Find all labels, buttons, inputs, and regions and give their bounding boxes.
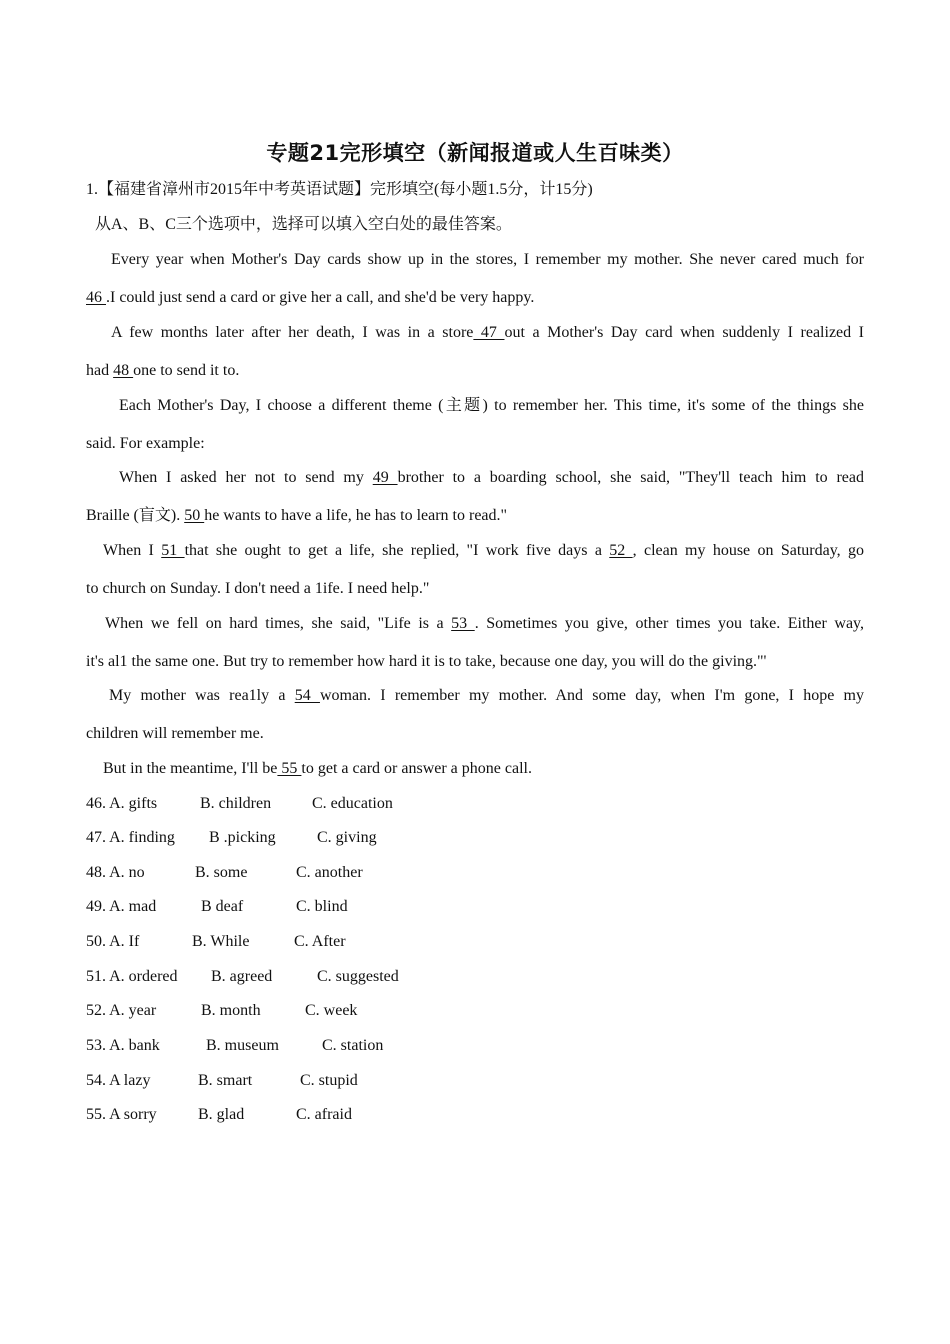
option-b[interactable]: B. month — [201, 1002, 261, 1019]
passage-text: that she ought to get a life, she replied, "I work five days a — [184, 542, 610, 559]
option-b[interactable]: B. glad — [198, 1106, 245, 1123]
option-c[interactable]: C. afraid — [296, 1106, 352, 1123]
passage-line — [86, 361, 864, 381]
passage-text: brother to a boarding school, she said, "They'll teach him to read — [397, 469, 865, 486]
page-title: 专题21完形填空（新闻报道或人生百味类） — [266, 141, 684, 165]
option-c[interactable]: C. another — [296, 864, 363, 881]
passage-line — [86, 288, 864, 308]
option-a[interactable]: 53. A. bank — [86, 1037, 160, 1054]
passage-text: When I asked her not to send my — [119, 469, 373, 486]
passage-text: out a Mother's Day card when suddenly I realized I — [504, 324, 865, 341]
option-a[interactable]: 48. A. no — [86, 864, 145, 881]
passage-line: Every year when Mother's Day cards show up in the stores, I remember my mother. She never cared much for — [111, 251, 864, 268]
passage-line: Each Mother's Day, I choose a different theme (主题) to remember her. This time, it's some of the things she — [119, 397, 864, 414]
passage-text: he wants to have a life, he has to learn to read." — [204, 507, 508, 524]
blank-47[interactable]: 47 — [473, 324, 505, 341]
passage-text: But in the meantime, I'll be — [103, 760, 278, 777]
blank-51[interactable]: 51 — [161, 542, 185, 559]
passage-text: to get a card or answer a phone call. — [301, 760, 532, 777]
option-a[interactable]: 54. A lazy — [86, 1072, 151, 1089]
question-header: 1.【福建省漳州市2015年中考英语试题】完形填空(每小题1.5分，计15分) — [86, 181, 593, 198]
option-a[interactable]: 50. A. If — [86, 933, 140, 950]
passage-line: said. For example: — [86, 435, 205, 452]
passage-text: A few months later after her death, I was in a store — [111, 324, 474, 341]
blank-53[interactable]: 53 — [451, 615, 475, 632]
option-c[interactable]: C. giving — [317, 829, 377, 846]
passage-text: had — [86, 362, 114, 379]
option-c[interactable]: C. After — [294, 933, 346, 950]
option-c[interactable]: C. suggested — [317, 968, 399, 985]
option-c[interactable]: C. stupid — [300, 1072, 358, 1089]
passage-text: one to send it to. — [133, 362, 240, 379]
option-c[interactable]: C. education — [312, 795, 393, 812]
passage-line: to church on Sunday. I don't need a 1ife. I need help." — [86, 580, 430, 597]
passage-line — [86, 614, 864, 634]
option-a[interactable]: 51. A. ordered — [86, 968, 178, 985]
passage-line — [86, 506, 864, 526]
passage-text: When we fell on hard times, she said, "Life is a — [105, 615, 452, 632]
option-a[interactable]: 55. A sorry — [86, 1106, 157, 1123]
blank-50[interactable]: 50 — [184, 507, 205, 524]
option-b[interactable]: B. While — [192, 933, 250, 950]
passage-text: When I — [103, 542, 162, 559]
option-c[interactable]: C. blind — [296, 898, 348, 915]
option-b[interactable]: B. children — [200, 795, 272, 812]
passage-line: children will remember me. — [86, 725, 264, 742]
passage-line — [86, 323, 864, 343]
option-a[interactable]: 49. A. mad — [86, 898, 157, 915]
passage-text: Braille (盲文). — [86, 507, 185, 524]
blank-49[interactable]: 49 — [372, 469, 398, 486]
instruction: 从A、B、C三个选项中，选择可以填入空白处的最佳答案。 — [95, 216, 512, 233]
passage-text: .I could just send a card or give her a call, and she'd be very happy. — [106, 289, 535, 306]
option-c[interactable]: C. week — [305, 1002, 358, 1019]
passage-line — [86, 468, 864, 488]
option-a[interactable]: 47. A. finding — [86, 829, 175, 846]
option-b[interactable]: B deaf — [201, 898, 244, 915]
option-a[interactable]: 52. A. year — [86, 1002, 157, 1019]
option-b[interactable]: B. smart — [198, 1072, 253, 1089]
blank-48[interactable]: 48 — [113, 362, 134, 379]
option-b[interactable]: B. some — [195, 864, 248, 881]
passage-text: . Sometimes you give, other times you take. Either way, — [474, 615, 865, 632]
option-b[interactable]: B .picking — [209, 829, 276, 846]
option-b[interactable]: B. agreed — [211, 968, 273, 985]
blank-52[interactable]: 52 — [609, 542, 633, 559]
option-a[interactable]: 46. A. gifts — [86, 795, 158, 812]
passage-text: My mother was rea1ly a — [109, 687, 295, 704]
passage-line: it's al1 the same one. But try to remember how hard it is to take, because one day, you will do the giving."' — [86, 653, 767, 670]
option-b[interactable]: B. museum — [206, 1037, 279, 1054]
passage-line — [86, 541, 864, 561]
option-c[interactable]: C. station — [322, 1037, 384, 1054]
blank-54[interactable]: 54 — [294, 687, 320, 704]
passage-line — [103, 759, 881, 779]
blank-55[interactable]: 55 — [277, 760, 302, 777]
passage-text: , clean my house on Saturday, go — [632, 542, 865, 559]
blank-46[interactable]: 46 — [86, 289, 106, 306]
passage-text: woman. I remember my mother. And some day, when I'm gone, I hope my — [319, 687, 865, 704]
passage-line — [86, 686, 864, 706]
